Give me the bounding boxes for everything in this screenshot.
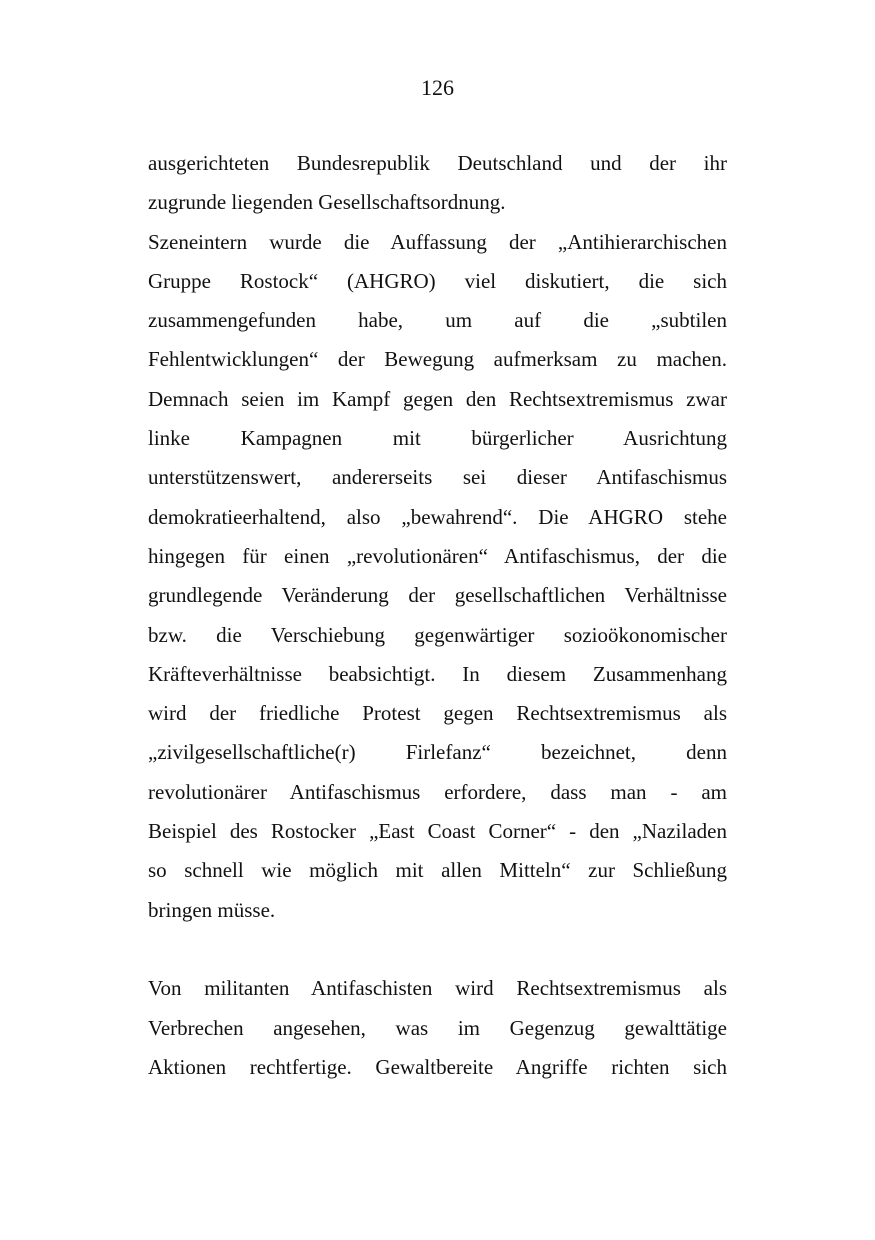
paragraph-3: [148, 969, 727, 1087]
text-line: so schnell wie möglich mit allen Mitteln“ zur Schließung: [148, 858, 727, 883]
text-line: Gruppe Rostock“ (AHGRO) viel diskutiert, die sich: [148, 268, 727, 293]
text-line: hingegen für einen „revolutionären“ Antifaschismus, der die: [148, 543, 727, 568]
paragraph-2: [148, 223, 727, 930]
text-line: Fehlentwicklungen“ der Bewegung aufmerksam zu machen.: [148, 347, 727, 372]
text-line: Demnach seien im Kampf gegen den Rechtsextremismus zwar: [148, 386, 727, 411]
text-line: Verbrechen angesehen, was im Gegenzug gewalttätige: [148, 1015, 727, 1040]
text-line: grundlegende Veränderung der gesellschaftlichen Verhältnisse: [148, 583, 727, 608]
text-line: wird der friedliche Protest gegen Rechtsextremismus als: [148, 701, 727, 726]
text-line: „zivilgesellschaftliche(r) Firlefanz“ bezeichnet, denn: [148, 740, 727, 765]
text-line: ausgerichteten Bundesrepublik Deutschland und der ihr: [148, 151, 727, 175]
text-line: Aktionen rechtfertige. Gewaltbereite Angriffe richten sich: [148, 1054, 727, 1079]
paragraph-spacer: [148, 930, 727, 969]
text-line: bzw. die Verschiebung gegenwärtiger sozioökonomischer: [148, 622, 727, 647]
text-line: unterstützenswert, andererseits sei dieser Antifaschismus: [148, 465, 727, 490]
text-line: bringen müsse.: [148, 897, 276, 922]
body-text: [148, 144, 727, 1087]
text-line: linke Kampagnen mit bürgerlicher Ausrichtung: [148, 426, 727, 451]
text-line: Kräfteverhältnisse beabsichtigt. In diesem Zusammenhang: [148, 661, 727, 686]
paragraph-1: [148, 144, 727, 223]
text-line: demokratieerhaltend, also „bewahrend“. Die AHGRO stehe: [148, 504, 727, 529]
text-line: Szeneintern wurde die Auffassung der „Antihierarchischen: [148, 229, 727, 254]
text-line: zusammengefunden habe, um auf die „subtilen: [148, 308, 727, 333]
text-line: Von militanten Antifaschisten wird Rechtsextremismus als: [148, 976, 727, 1001]
page-number: 126: [421, 75, 454, 100]
text-line: zugrunde liegenden Gesellschaftsordnung.: [148, 190, 506, 215]
text-line: revolutionärer Antifaschismus erfordere, dass man - am: [148, 779, 727, 804]
text-line: Beispiel des Rostocker „East Coast Corner“ - den „Naziladen: [148, 819, 727, 844]
